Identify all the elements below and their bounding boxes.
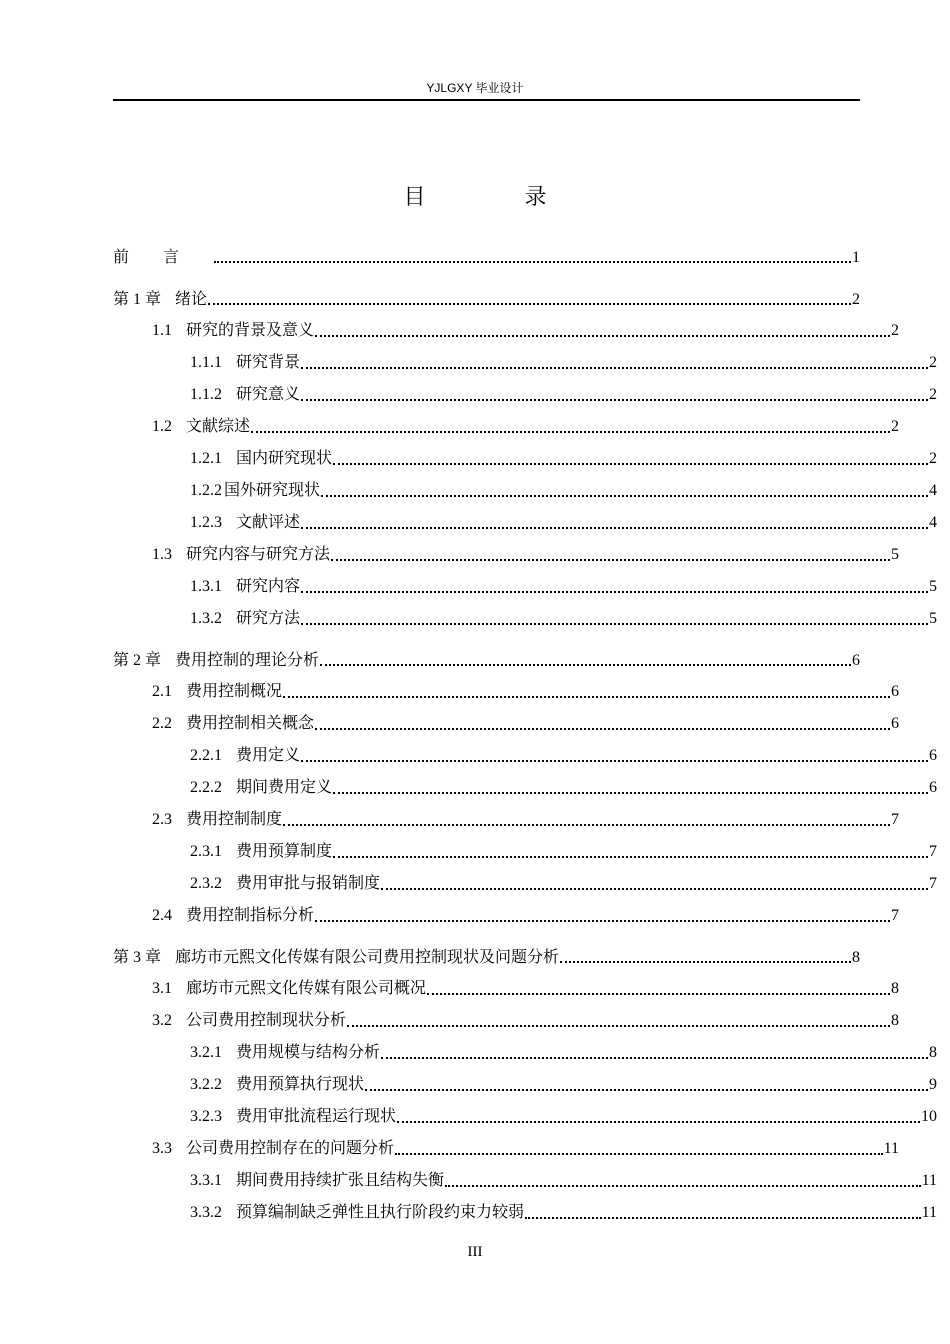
dot-leader — [283, 696, 890, 698]
toc-entry-title: 研究内容与研究方法 — [186, 546, 331, 563]
dot-leader — [283, 824, 890, 826]
toc-entry-page: 11 — [921, 1172, 937, 1189]
toc-entry-title: 费用控制指标分析 — [186, 907, 315, 924]
toc-entry[interactable] — [113, 904, 899, 928]
toc-entry-page: 11 — [921, 1204, 937, 1221]
toc-entry-page: 8 — [891, 1012, 899, 1029]
toc-entry[interactable] — [113, 415, 899, 439]
toc-entry[interactable] — [113, 744, 937, 768]
toc-entry-number: 1.2.1 — [190, 450, 222, 467]
toc-entry-title: 预算编制缺乏弹性且执行阶段约束力较弱 — [236, 1204, 525, 1221]
toc-entry[interactable] — [113, 776, 937, 800]
toc-entry-page: 2 — [891, 418, 899, 435]
toc-entry[interactable] — [113, 648, 860, 672]
toc-entry-number: 2.2.2 — [190, 779, 222, 796]
toc-entry-page: 2 — [891, 322, 899, 339]
toc-entry-title: 费用审批与报销制度 — [236, 875, 381, 892]
toc-entry[interactable] — [113, 607, 937, 631]
dot-leader — [427, 993, 890, 995]
toc-entry[interactable] — [113, 1137, 899, 1161]
toc-entry-page: 10 — [921, 1108, 937, 1125]
toc-entry-page: 6 — [929, 779, 937, 796]
dot-leader — [397, 1121, 920, 1123]
toc-entry-title: 研究方法 — [236, 610, 301, 627]
dot-leader — [445, 1185, 921, 1187]
toc-entry-page: 8 — [929, 1044, 937, 1061]
dot-leader — [251, 431, 890, 433]
toc-entry-number: 3.3.2 — [190, 1204, 222, 1221]
toc-entry-page: 6 — [891, 715, 899, 732]
toc-entry[interactable] — [113, 680, 899, 704]
dot-leader — [525, 1217, 921, 1219]
toc-entry-number: 第 3 章 — [113, 949, 162, 966]
toc-entry-number: 3.2.3 — [190, 1108, 222, 1125]
toc-entry-page: 4 — [929, 514, 937, 531]
toc-entry-page: 8 — [891, 980, 899, 997]
dot-leader — [333, 792, 928, 794]
toc-entry-title: 费用预算制度 — [236, 843, 333, 860]
toc-entry[interactable] — [113, 1105, 937, 1129]
header-rule — [113, 99, 860, 101]
toc-entry-page: 1 — [852, 249, 860, 266]
toc-entry-page: 7 — [929, 875, 937, 892]
toc-entry-title: 前言 — [113, 247, 214, 266]
dot-leader — [321, 495, 928, 497]
dot-leader — [214, 261, 851, 263]
dot-leader — [333, 856, 928, 858]
toc-entry-page: 2 — [929, 450, 937, 467]
dot-leader — [208, 303, 851, 305]
dot-leader — [301, 623, 928, 625]
toc-entry[interactable] — [113, 808, 899, 832]
toc-entry-page: 4 — [929, 482, 937, 499]
toc-entry-title: 费用预算执行现状 — [236, 1076, 365, 1093]
toc-entry-title: 廊坊市元熙文化传媒有限公司概况 — [186, 980, 427, 997]
toc-entry-title: 费用审批流程运行现状 — [236, 1108, 397, 1125]
toc-entry[interactable] — [113, 287, 860, 311]
toc-entry-title: 文献综述 — [186, 418, 251, 435]
toc-entry-title: 费用控制概况 — [186, 683, 283, 700]
toc-entry[interactable] — [113, 575, 937, 599]
dot-leader — [301, 760, 928, 762]
toc-entry[interactable] — [113, 872, 937, 896]
dot-leader — [560, 961, 851, 963]
toc-entry-number: 1.3 — [152, 546, 172, 563]
toc-entry-page: 5 — [929, 610, 937, 627]
dot-leader — [320, 664, 851, 666]
toc-entry-number: 1.2.3 — [190, 514, 222, 531]
toc-entry[interactable] — [113, 383, 937, 407]
dot-leader — [333, 463, 928, 465]
toc-entry-number: 第 2 章 — [113, 652, 162, 669]
toc-entry-page: 6 — [852, 652, 860, 669]
dot-leader — [301, 367, 928, 369]
toc-entry-page: 2 — [929, 386, 937, 403]
toc-entry-title: 研究的背景及意义 — [186, 322, 315, 339]
toc-entry-number: 2.2 — [152, 715, 172, 732]
toc-entry-number: 2.3 — [152, 811, 172, 828]
toc-entry[interactable] — [113, 1169, 937, 1193]
toc-entry-page: 7 — [891, 811, 899, 828]
toc-entry-title: 文献评述 — [236, 514, 301, 531]
toc-title: 目 录 — [403, 185, 593, 210]
dot-leader — [315, 920, 890, 922]
toc-entry-number: 3.2.2 — [190, 1076, 222, 1093]
dot-leader — [347, 1025, 890, 1027]
toc-entry-number: 3.1 — [152, 980, 172, 997]
toc-entry-title: 期间费用定义 — [236, 779, 333, 796]
toc-entry-page: 9 — [929, 1076, 937, 1093]
dot-leader — [315, 728, 890, 730]
toc-entry-title: 公司费用控制现状分析 — [186, 1012, 347, 1029]
toc-entry-page: 8 — [852, 949, 860, 966]
toc-entry-number: 3.2 — [152, 1012, 172, 1029]
toc-entry-number: 1.1 — [152, 322, 172, 339]
toc-entry-title: 绪论 — [175, 289, 208, 308]
toc-entry-number: 1.1.2 — [190, 386, 222, 403]
toc-entry[interactable] — [113, 712, 899, 736]
toc-entry-page: 7 — [891, 907, 899, 924]
toc-entry-title: 费用定义 — [236, 747, 301, 764]
toc-entry-number: 2.2.1 — [190, 747, 222, 764]
toc-entry[interactable] — [113, 1009, 899, 1033]
dot-leader — [301, 399, 928, 401]
toc-entry-page: 2 — [852, 291, 860, 308]
toc-entry-title: 费用规模与结构分析 — [236, 1044, 381, 1061]
dot-leader — [301, 527, 928, 529]
toc-entry-page: 11 — [883, 1140, 899, 1157]
toc-entry-title: 公司费用控制存在的问题分析 — [186, 1140, 395, 1157]
toc-entry-number: 1.3.1 — [190, 578, 222, 595]
dot-leader — [301, 591, 928, 593]
toc-entry-title: 国外研究现状 — [224, 482, 321, 499]
toc-entry[interactable] — [113, 319, 899, 343]
toc-entry-title: 费用控制相关概念 — [186, 715, 315, 732]
running-header: YJLGXY 毕业设计 — [426, 81, 524, 95]
toc-entry[interactable] — [113, 1041, 937, 1065]
toc-entry[interactable] — [113, 447, 937, 471]
toc-entry-number: 3.3 — [152, 1140, 172, 1157]
toc-entry-number: 3.3.1 — [190, 1172, 222, 1189]
dot-leader — [315, 335, 890, 337]
toc-entry-title: 研究意义 — [236, 386, 301, 403]
toc-entry-title: 期间费用持续扩张且结构失衡 — [236, 1172, 445, 1189]
toc-entry[interactable] — [113, 479, 937, 503]
dot-leader — [381, 888, 928, 890]
toc-entry-title: 费用控制的理论分析 — [175, 650, 320, 669]
toc-entry[interactable] — [113, 977, 899, 1001]
toc-entry[interactable] — [113, 945, 860, 969]
toc-entry-page: 2 — [929, 354, 937, 371]
toc-entry-page: 6 — [891, 683, 899, 700]
toc-entry-number: 2.3.1 — [190, 843, 222, 860]
toc-entry-title: 研究背景 — [236, 354, 301, 371]
dot-leader — [365, 1089, 928, 1091]
toc-entry-number: 2.1 — [152, 683, 172, 700]
toc-entry-number: 1.2.2 — [190, 482, 222, 499]
toc-entry[interactable] — [113, 245, 860, 269]
toc-entry-title: 廊坊市元熙文化传媒有限公司费用控制现状及问题分析 — [175, 947, 560, 966]
toc-entry-page: 5 — [891, 546, 899, 563]
toc-entry-page: 7 — [929, 843, 937, 860]
dot-leader — [381, 1057, 928, 1059]
toc-entry[interactable] — [113, 1201, 937, 1225]
toc-entry-page: 6 — [929, 747, 937, 764]
page-number: III — [467, 1244, 483, 1260]
toc-entry-number: 1.3.2 — [190, 610, 222, 627]
toc-entry-number: 1.1.1 — [190, 354, 222, 371]
dot-leader — [395, 1153, 883, 1155]
toc-entry-number: 2.3.2 — [190, 875, 222, 892]
toc-entry-number: 1.2 — [152, 418, 172, 435]
toc-entry[interactable] — [113, 351, 937, 375]
toc-entry[interactable] — [113, 543, 899, 567]
toc-entry[interactable] — [113, 1073, 937, 1097]
toc-entry-title: 国内研究现状 — [236, 450, 333, 467]
dot-leader — [331, 559, 890, 561]
toc-entry[interactable] — [113, 511, 937, 535]
toc-entry-page: 5 — [929, 578, 937, 595]
toc-entry-number: 3.2.1 — [190, 1044, 222, 1061]
toc-entry-number: 2.4 — [152, 907, 172, 924]
toc-entry-number: 第 1 章 — [113, 291, 162, 308]
toc-entry-title: 费用控制制度 — [186, 811, 283, 828]
toc-entry[interactable] — [113, 840, 937, 864]
toc-entry-title: 研究内容 — [236, 578, 301, 595]
